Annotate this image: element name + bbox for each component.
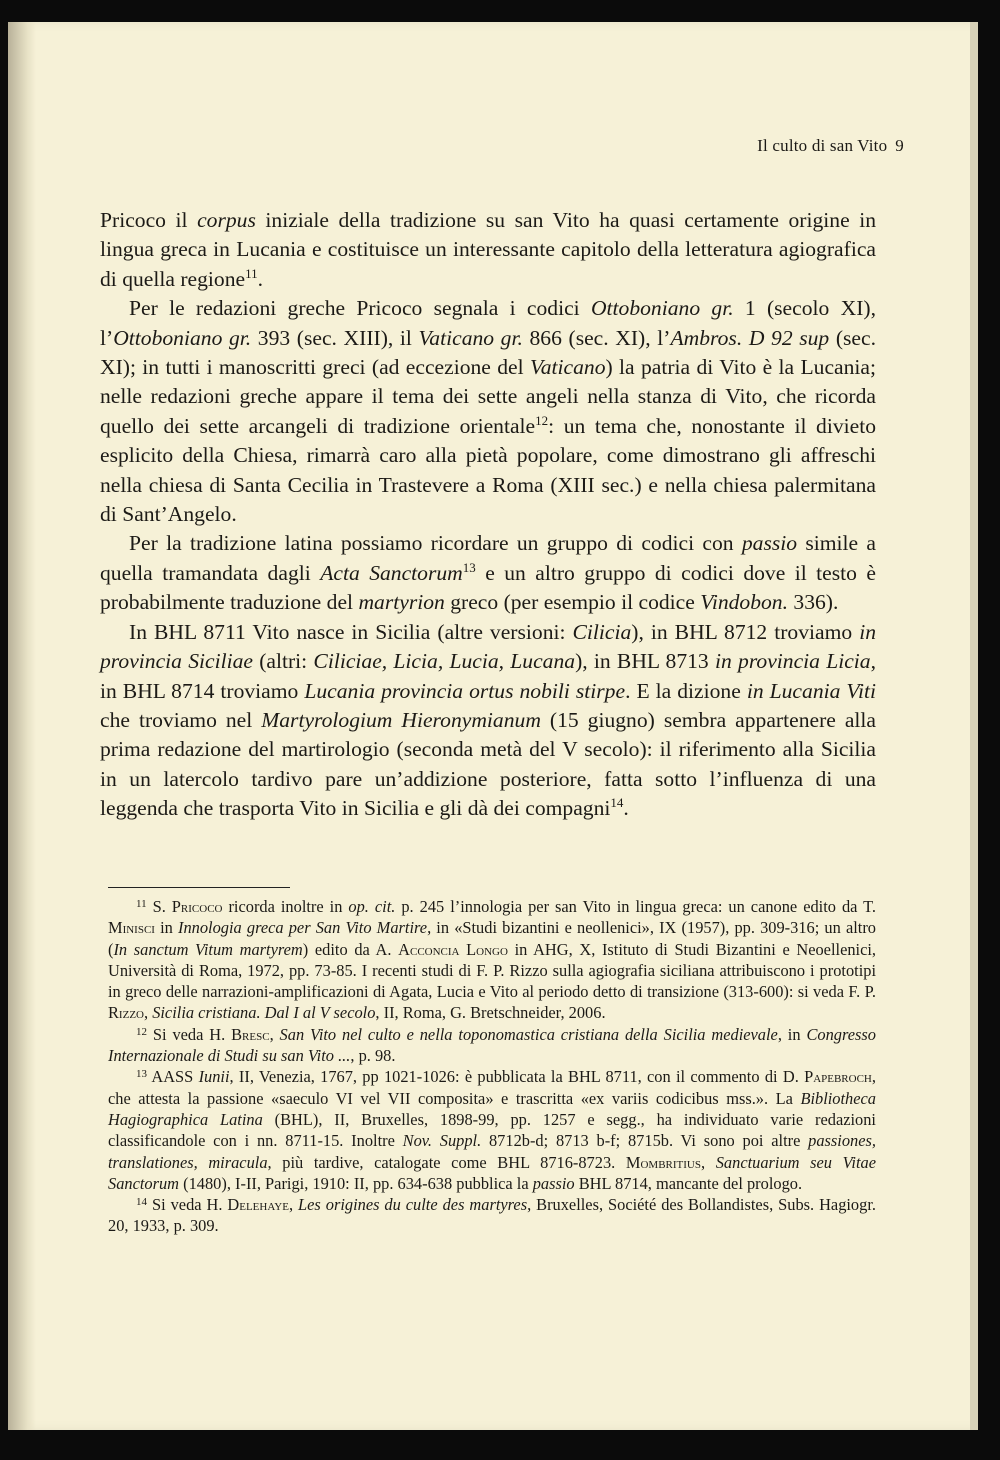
running-title: Il culto di san Vito <box>757 136 888 155</box>
footnote-13: $^{13}$ AASS Iunii, II, Venezia, 1767, pp 1021-1026: è pubblicata la BHL 8711, con il commento di D. Papebroch, che attesta la passione «saeculo VI vel VII composita» e trascritta «ex variis codicibus mss.». La Bibliotheca Hagiographica Latina (BHL), II, Bruxelles, 1898-99, pp. 1257 e segg., ha individuato varie redazioni classificandole con i nn. 8711-15. Inoltre Nov. Suppl. 8712b-d; 8713 b-f; 8715b. Vi sono poi altre passiones, translationes, miracula, più tardive, catalogate come BHL 8716-8723. Mombritius, Sanctuarium seu Vitae Sanctorum (1480), I-II, Parigi, 1910: II, pp. 634-638 pubblica la passio BHL 8714, mancante del prologo. <box>108 1067 877 1193</box>
footnote-ref-13: 13 <box>462 559 476 575</box>
paragraph-1: Pricoco il corpus iniziale della tradizione su san Vito ha quasi certamente origine in lingua greca in Lucania e costituisce un interessante capitolo della letteratura agiografica di quella regione$^{11}$. <box>100 208 877 291</box>
footnote-ref-14: 14 <box>610 795 624 811</box>
page-number: 9 <box>895 136 904 155</box>
paragraph-4: In BHL 8711 Vito nasce in Sicilia (altre versioni: Cilicia), in BHL 8712 troviamo in provincia Siciliae (altri: Ciliciae, Licia, Lucia, Lucana), in BHL 8713 in provincia Licia, in BHL 8714 troviamo Lucania provincia ortus nobili stirpe. E la dizione in Lucania Viti che troviamo nel Martyrologium Hieronymianum (15 giugno) sembra appartenere alla prima redazione del martirologio (seconda metà del V secolo): il riferimento alla Sicilia in un latercolo tardivo pare un’addizione posteriore, fatta sotto l’influenza di una leggenda che trasporta Vito in Sicilia e gli dà dei compagni$^{14}$. <box>100 619 877 821</box>
book-spine-shadow <box>8 22 36 1430</box>
paragraph-3: Per la tradizione latina possiamo ricordare un gruppo di codici con passio simile a quella tramandata dagli Acta Sanctorum$^{13}$ e un altro gruppo di codici dove il testo è probabilmente traduzione del martyrion greco (per esempio il codice Vindobon. 336). <box>100 531 876 615</box>
footnote-ref-12: 12 <box>535 412 549 428</box>
running-header <box>757 136 904 156</box>
footnote-14: $^{14}$ Si veda H. Delehaye, Les origines du culte des martyres, Bruxelles, Société des Bollandistes, Subs. Hagiogr. 20, 1933, p. 309. <box>108 1195 876 1236</box>
footnote-12: $^{12}$ Si veda H. Bresc, San Vito nel culto e nella toponomastica cristiana della Sicilia medievale, in Congresso Internazionale di Studi su san Vito ..., p. 98. <box>108 1024 876 1066</box>
main-text <box>100 206 876 824</box>
footnote-11: $^{11}$ S. Pricoco ricorda inoltre in op. cit. p. 245 l’innologia per san Vito in lingua greca: un canone edito da T. Minisci in Innologia greca per San Vito Martire, in «Studi bizantini e neollenici», IX (1957), pp. 309-316; un altro (In sanctum Vitum martyrem) edito da A. Acconcia Longo in AHG, X, Istituto di Studi Bizantini e Neoellenici, Università di Roma, 1972, pp. 73-85. I recenti studi di F. P. Rizzo sulla agiografia siciliana attribuiscono i prototipi in greco delle narrazioni-amplificazioni di Agata, Lucia e Vito al periodo detto di transizione (313-600): si veda F. P. Rizzo, Sicilia cristiana. Dal I al V secolo, II, Roma, G. Bretschneider, 2006. <box>108 897 877 1023</box>
footnotes <box>108 896 876 1237</box>
paragraph-2: Per le redazioni greche Pricoco segnala i codici Ottoboniano gr. 1 (secolo XI), l’Ottoboniano gr. 393 (sec. XIII), il Vaticano gr. 866 (sec. XI), l’Ambros. D 92 sup (sec. XI); in tutti i manoscritti greci (ad eccezione del Vaticano) la patria di Vito è la Lucania; nelle redazioni greche appare il tema dei sette angeli nella stanza di Vito, che ricorda quello dei sette arcangeli di tradizione orientale$^{12}$: un tema che, nonostante il divieto esplicito della Chiesa, rimarrà caro alla pietà popolare, come dimostrano gli affreschi nella chiesa di Santa Cecilia in Trastevere a Roma (XIII sec.) e nella chiesa palermitana di Sant’Angelo. <box>100 296 877 527</box>
footnote-separator <box>108 887 290 888</box>
page-right-edge <box>970 22 978 1430</box>
footnote-ref-11: 11 <box>245 265 258 281</box>
